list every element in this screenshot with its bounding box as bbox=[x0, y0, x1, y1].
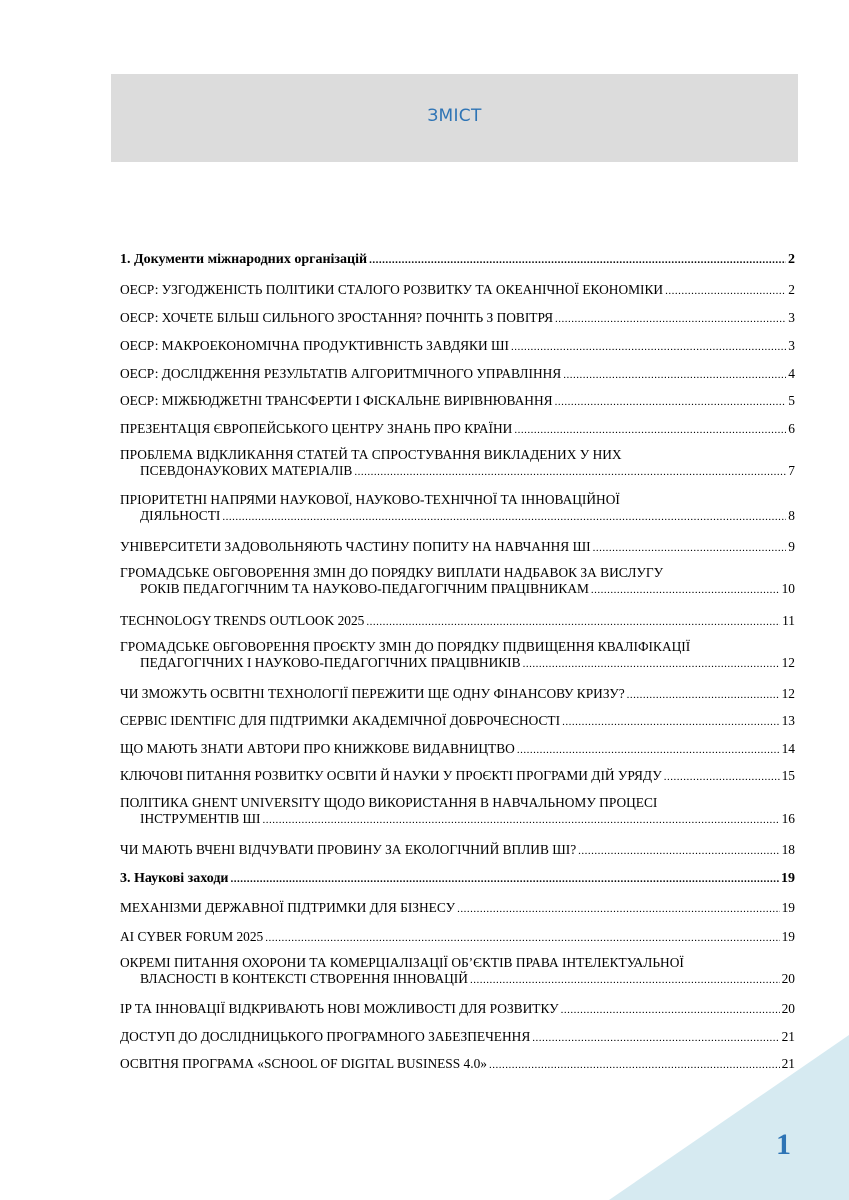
toc-page-number: 7 bbox=[788, 463, 795, 478]
toc-entry[interactable] bbox=[120, 492, 795, 525]
page-number: 1 bbox=[776, 1128, 791, 1161]
dot-leader bbox=[593, 540, 787, 556]
toc-entry-text: ОЕСР: ХОЧЕТЕ БІЛЬШ СИЛЬНОГО ЗРОСТАННЯ? ПОЧНІТЬ З ПОВІТРЯ bbox=[120, 310, 554, 325]
toc-page-number: 15 bbox=[781, 768, 795, 783]
dot-leader bbox=[262, 812, 779, 828]
toc-page-number: 19 bbox=[781, 871, 795, 886]
toc-page-number: 3 bbox=[788, 310, 795, 325]
toc-entry-text: ОЕСР: ДОСЛІДЖЕННЯ РЕЗУЛЬТАТІВ АЛГОРИТМІЧНОГО УПРАВЛІННЯ bbox=[120, 366, 562, 381]
toc-entry-text: AI CYBER FORUM 2025 bbox=[120, 929, 264, 944]
toc-page-number: 8 bbox=[788, 508, 795, 523]
toc-entry-text: ЩО МАЮТЬ ЗНАТИ АВТОРИ ПРО КНИЖКОВЕ ВИДАВНИЦТВО bbox=[120, 741, 515, 756]
toc-entry[interactable] bbox=[120, 252, 795, 268]
toc-entry-text: УНІВЕРСИТЕТИ ЗАДОВОЛЬНЯЮТЬ ЧАСТИНУ ПОПИТУ НА НАВЧАННЯ ШІ bbox=[120, 539, 591, 554]
toc-entry-text: ОЕСР: УЗГОДЖЕНІСТЬ ПОЛІТИКИ СТАЛОГО РОЗВИТКУ ТА ОКЕАНІЧНОЇ ЕКОНОМІКИ bbox=[120, 282, 664, 297]
toc-entry[interactable] bbox=[120, 929, 795, 946]
toc-page-number: 9 bbox=[788, 539, 795, 554]
toc-page-number: 16 bbox=[781, 811, 795, 826]
toc-page-number: 10 bbox=[781, 581, 795, 596]
toc-page-number: 19 bbox=[781, 929, 795, 944]
toc-page-number: 5 bbox=[788, 393, 795, 408]
toc-entry-text: ПСЕВДОНАУКОВИХ МАТЕРІАЛІВ bbox=[140, 463, 353, 478]
toc-entry[interactable] bbox=[120, 1001, 795, 1018]
toc-page-number: 19 bbox=[781, 900, 795, 915]
dot-leader bbox=[555, 311, 786, 327]
toc-entry[interactable] bbox=[120, 613, 795, 630]
toc-entry[interactable] bbox=[120, 639, 795, 672]
toc-entry-text: 3. Наукові заходи bbox=[120, 871, 229, 886]
toc-entry[interactable] bbox=[120, 686, 795, 703]
toc-entry-text: ДОСТУП ДО ДОСЛІДНИЦЬКОГО ПРОГРАМНОГО ЗАБЕЗПЕЧЕННЯ bbox=[120, 1029, 531, 1044]
dot-leader bbox=[457, 901, 780, 917]
dot-leader bbox=[265, 930, 779, 946]
toc-entry[interactable] bbox=[120, 871, 795, 887]
toc-page-number: 14 bbox=[781, 741, 795, 756]
toc-entry-text: ПРІОРИТЕТНІ НАПРЯМИ НАУКОВОЇ, НАУКОВО-ТЕХНІЧНОЇ ТА ІННОВАЦІЙНОЇ bbox=[120, 492, 620, 507]
toc-page-number: 2 bbox=[788, 252, 795, 267]
dot-leader bbox=[664, 769, 780, 785]
dot-leader bbox=[665, 283, 786, 299]
toc-page-number: 2 bbox=[788, 282, 795, 297]
toc-entry[interactable] bbox=[120, 741, 795, 758]
toc-entry-text: ГРОМАДСЬКЕ ОБГОВОРЕННЯ ПРОЄКТУ ЗМІН ДО ПОРЯДКУ ПІДВИЩЕННЯ КВАЛІФІКАЦІЇ bbox=[120, 639, 691, 654]
toc-page-number: 4 bbox=[788, 366, 795, 381]
toc-entry-text: 1. Документи міжнародних організацій bbox=[120, 252, 368, 267]
toc-entry[interactable] bbox=[120, 565, 795, 598]
toc-page-number: 21 bbox=[781, 1056, 795, 1071]
toc-page-number: 11 bbox=[782, 613, 795, 628]
toc-entry[interactable] bbox=[120, 768, 795, 785]
toc-entry-text: СЕРВІС IDENTIFIC ДЛЯ ПІДТРИМКИ АКАДЕМІЧНОЇ ДОБРОЧЕСНОСТІ bbox=[120, 713, 561, 728]
toc-entry-text: ЧИ ЗМОЖУТЬ ОСВІТНІ ТЕХНОЛОГІЇ ПЕРЕЖИТИ ЩЕ ОДНУ ФІНАНСОВУ КРИЗУ? bbox=[120, 686, 625, 701]
toc-page-number: 21 bbox=[781, 1029, 795, 1044]
toc-entry-text: ПРЕЗЕНТАЦІЯ ЄВРОПЕЙСЬКОГО ЦЕНТРУ ЗНАНЬ ПРО КРАЇНИ bbox=[120, 421, 513, 436]
toc-entry[interactable] bbox=[120, 842, 795, 859]
toc-entry-text: ДІЯЛЬНОСТІ bbox=[140, 508, 221, 523]
toc-entry-text: МЕХАНІЗМИ ДЕРЖАВНОЇ ПІДТРИМКИ ДЛЯ БІЗНЕСУ bbox=[120, 900, 456, 915]
dot-leader bbox=[523, 656, 780, 672]
toc-entry[interactable] bbox=[120, 338, 795, 355]
toc-entry-text: TECHNOLOGY TRENDS OUTLOOK 2025 bbox=[120, 613, 365, 628]
toc-page-number: 3 bbox=[788, 338, 795, 353]
dot-leader bbox=[222, 509, 786, 525]
toc-page-number: 12 bbox=[781, 655, 795, 670]
dot-leader bbox=[562, 714, 780, 730]
toc-entry[interactable] bbox=[120, 393, 795, 410]
page-title: ЗМІСТ bbox=[427, 106, 482, 126]
dot-leader bbox=[578, 843, 779, 859]
toc-page-number: 20 bbox=[781, 971, 795, 986]
toc-entry-text: ПРОБЛЕМА ВІДКЛИКАННЯ СТАТЕЙ ТА СПРОСТУВАННЯ ВИКЛАДЕНИХ У НИХ bbox=[120, 447, 622, 462]
toc-entry-text: ІНСТРУМЕНТІВ ШІ bbox=[140, 811, 261, 826]
toc-page-number: 20 bbox=[781, 1001, 795, 1016]
header-band bbox=[111, 74, 798, 162]
dot-leader bbox=[231, 871, 780, 887]
dot-leader bbox=[555, 394, 787, 410]
toc-entry[interactable] bbox=[120, 795, 795, 828]
dot-leader bbox=[591, 582, 780, 598]
toc-entry-text: ГРОМАДСЬКЕ ОБГОВОРЕННЯ ЗМІН ДО ПОРЯДКУ ВИПЛАТИ НАДБАВОК ЗА ВИСЛУГУ bbox=[120, 565, 664, 580]
toc-entry[interactable] bbox=[120, 713, 795, 730]
toc-entry-text: ОСВІТНЯ ПРОГРАМА «SCHOOL OF DIGITAL BUSINESS 4.0» bbox=[120, 1056, 487, 1071]
dot-leader bbox=[517, 742, 780, 758]
toc-entry-text: РОКІВ ПЕДАГОГІЧНИМ ТА НАУКОВО-ПЕДАГОГІЧНИМ ПРАЦІВНИКАМ bbox=[140, 581, 589, 596]
toc-entry-text: ПЕДАГОГІЧНИХ І НАУКОВО-ПЕДАГОГІЧНИХ ПРАЦІВНИКІВ bbox=[140, 655, 521, 670]
toc-entry-text: ОЕСР: МІЖБЮДЖЕТНІ ТРАНСФЕРТИ І ФІСКАЛЬНЕ ВИРІВНЮВАННЯ bbox=[120, 393, 553, 408]
corner-decoration bbox=[609, 1035, 849, 1200]
dot-leader bbox=[627, 687, 780, 703]
dot-leader bbox=[470, 972, 780, 988]
toc-entry-text: КЛЮЧОВІ ПИТАННЯ РОЗВИТКУ ОСВІТИ Й НАУКИ У ПРОЄКТІ ПРОГРАМИ ДІЙ УРЯДУ bbox=[120, 768, 662, 783]
toc-entry[interactable] bbox=[120, 421, 795, 438]
toc-entry[interactable] bbox=[120, 282, 795, 299]
toc-entry-text: ЧИ МАЮТЬ ВЧЕНІ ВІДЧУВАТИ ПРОВИНУ ЗА ЕКОЛОГІЧНИЙ ВПЛИВ ШІ? bbox=[120, 842, 577, 857]
dot-leader bbox=[369, 252, 786, 268]
toc-page-number: 18 bbox=[781, 842, 795, 857]
dot-leader bbox=[366, 614, 780, 630]
toc-entry-text: ОКРЕМІ ПИТАННЯ ОХОРОНИ ТА КОМЕРЦІАЛІЗАЦІЇ ОБ’ЄКТІВ ПРАВА ІНТЕЛЕКТУАЛЬНОЇ bbox=[120, 955, 684, 970]
toc-entry[interactable] bbox=[120, 447, 795, 480]
toc-entry[interactable] bbox=[120, 366, 795, 383]
toc-entry[interactable] bbox=[120, 539, 795, 556]
toc-entry-text: ОЕСР: МАКРОЕКОНОМІЧНА ПРОДУКТИВНІСТЬ ЗАВДЯКИ ШІ bbox=[120, 338, 509, 353]
dot-leader bbox=[354, 464, 786, 480]
toc-entry-text: ПОЛІТИКА GHENT UNIVERSITY ЩОДО ВИКОРИСТАННЯ В НАВЧАЛЬНОМУ ПРОЦЕСІ bbox=[120, 795, 658, 810]
toc-entry-text: IP ТА ІННОВАЦІЇ ВІДКРИВАЮТЬ НОВІ МОЖЛИВОСТІ ДЛЯ РОЗВИТКУ bbox=[120, 1001, 559, 1016]
toc-entry[interactable] bbox=[120, 955, 795, 988]
toc-page-number: 6 bbox=[788, 421, 795, 436]
toc-page-number: 12 bbox=[781, 686, 795, 701]
toc-page-number: 13 bbox=[781, 713, 795, 728]
dot-leader bbox=[511, 339, 786, 355]
toc-entry[interactable] bbox=[120, 310, 795, 327]
toc-entry-text: ВЛАСНОСТІ В КОНТЕКСТІ СТВОРЕННЯ ІННОВАЦІЙ bbox=[140, 971, 468, 986]
toc-entry[interactable] bbox=[120, 900, 795, 917]
dot-leader bbox=[514, 422, 786, 438]
dot-leader bbox=[561, 1002, 780, 1018]
dot-leader bbox=[563, 367, 786, 383]
